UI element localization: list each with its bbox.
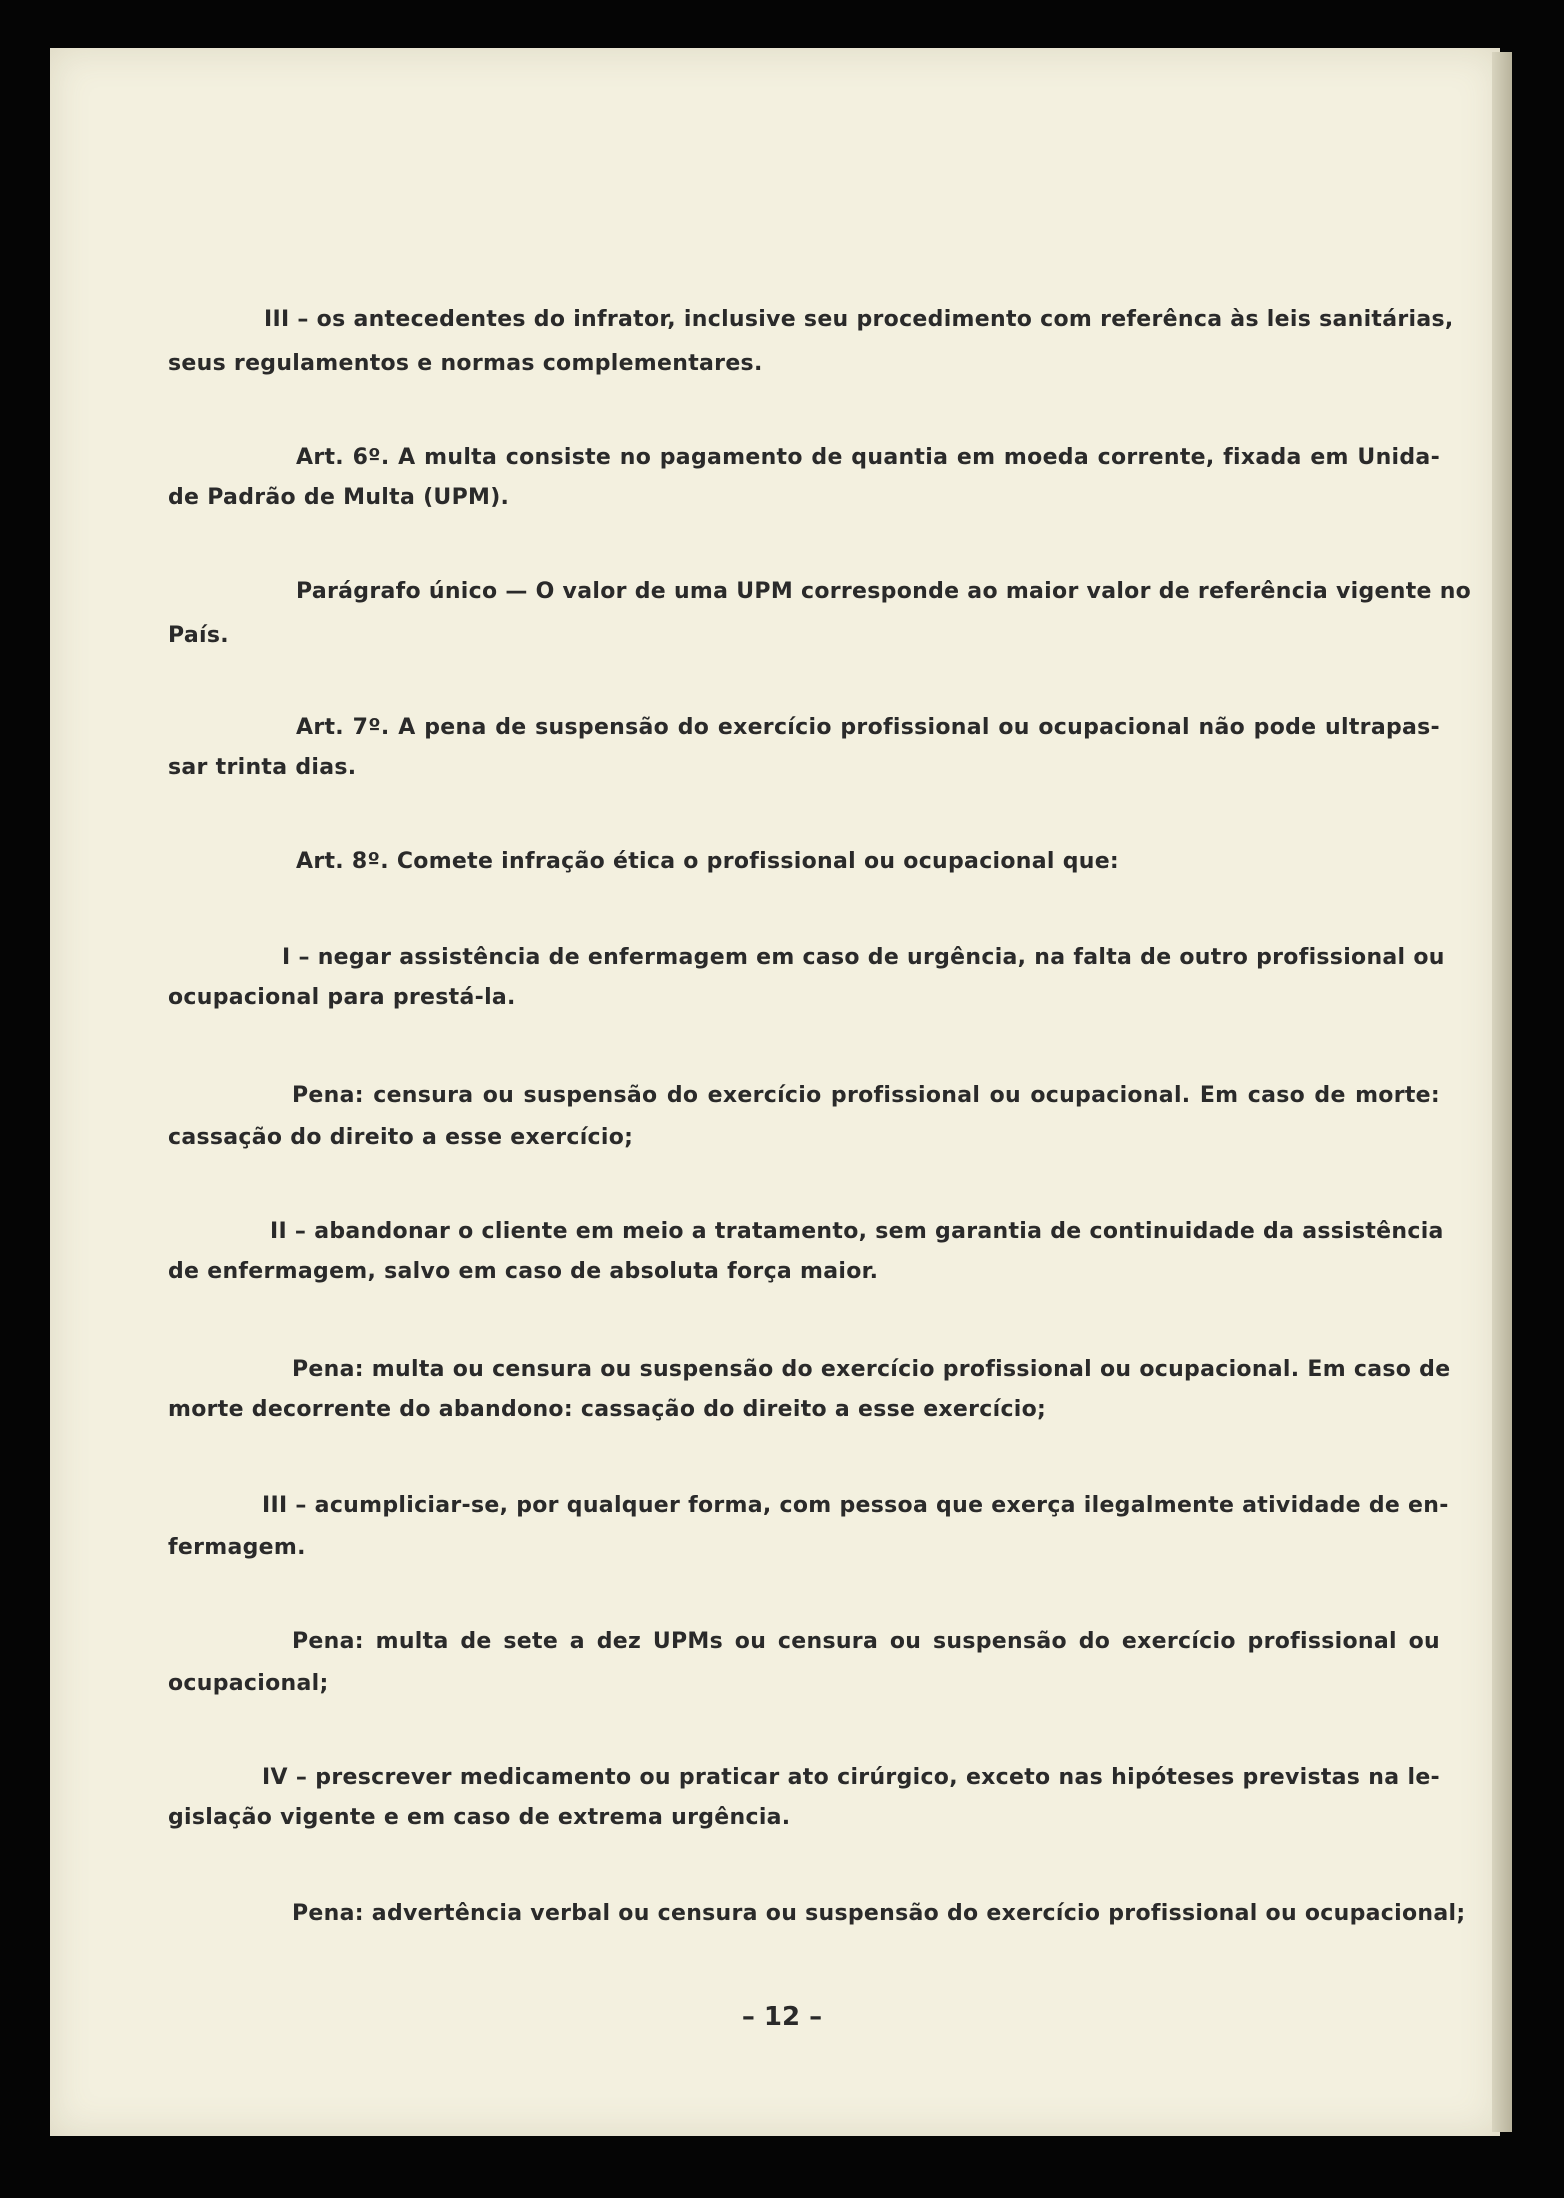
text-line: IV – prescrever medicamento ou praticar ato cirúrgico, exceto nas hipóteses previstas na le- <box>262 1765 1440 1790</box>
text-line: I – negar assistência de enfermagem em caso de urgência, na falta de outro profissional ou <box>282 945 1445 970</box>
text-line: Art. 6º. A multa consiste no pagamento de quantia em moeda corrente, fixada em Unida- <box>296 445 1440 470</box>
text-line: Pena: advertência verbal ou censura ou suspensão do exercício profissional ou ocupacional; <box>292 1901 1466 1926</box>
text-line: Parágrafo único — O valor de uma UPM corresponde ao maior valor de referência vigente no <box>296 579 1472 604</box>
text-line: Pena: multa de sete a dez UPMs ou censura ou suspensão do exercício profissional ou <box>292 1629 1440 1654</box>
text-line: Art. 7º. A pena de suspensão do exercício profissional ou ocupacional não pode ultrapas- <box>296 715 1440 740</box>
text-line: País. <box>168 623 229 648</box>
text-line: Art. 8º. Comete infração ética o profissional ou ocupacional que: <box>296 849 1120 874</box>
text-line: III – os antecedentes do infrator, inclusive seu procedimento com referênca às leis sanitárias, <box>264 307 1454 332</box>
text-line: Pena: multa ou censura ou suspensão do exercício profissional ou ocupacional. Em caso de <box>292 1357 1451 1382</box>
text-line: morte decorrente do abandono: cassação do direito a esse exercício; <box>168 1397 1047 1422</box>
text-line: seus regulamentos e normas complementares. <box>168 351 763 376</box>
text-line: II – abandonar o cliente em meio a tratamento, sem garantia de continuidade da assistência <box>270 1219 1444 1244</box>
text-line: Pena: censura ou suspensão do exercício profissional ou ocupacional. Em caso de morte: <box>292 1083 1440 1108</box>
text-line: ocupacional para prestá-la. <box>168 985 516 1010</box>
text-line: de enfermagem, salvo em caso de absoluta força maior. <box>168 1259 879 1284</box>
text-line: III – acumpliciar-se, por qualquer forma, com pessoa que exerça ilegalmente atividade de en- <box>262 1493 1449 1518</box>
text-line: gislação vigente e em caso de extrema urgência. <box>168 1805 791 1830</box>
text-line: cassação do direito a esse exercício; <box>168 1125 634 1150</box>
page-edge <box>1492 52 1512 2132</box>
page-number: – 12 – <box>741 2002 823 2032</box>
text-line: de Padrão de Multa (UPM). <box>168 485 510 510</box>
text-line: fermagem. <box>168 1535 306 1560</box>
text-line: sar trinta dias. <box>168 755 357 780</box>
text-line: ocupacional; <box>168 1671 329 1696</box>
